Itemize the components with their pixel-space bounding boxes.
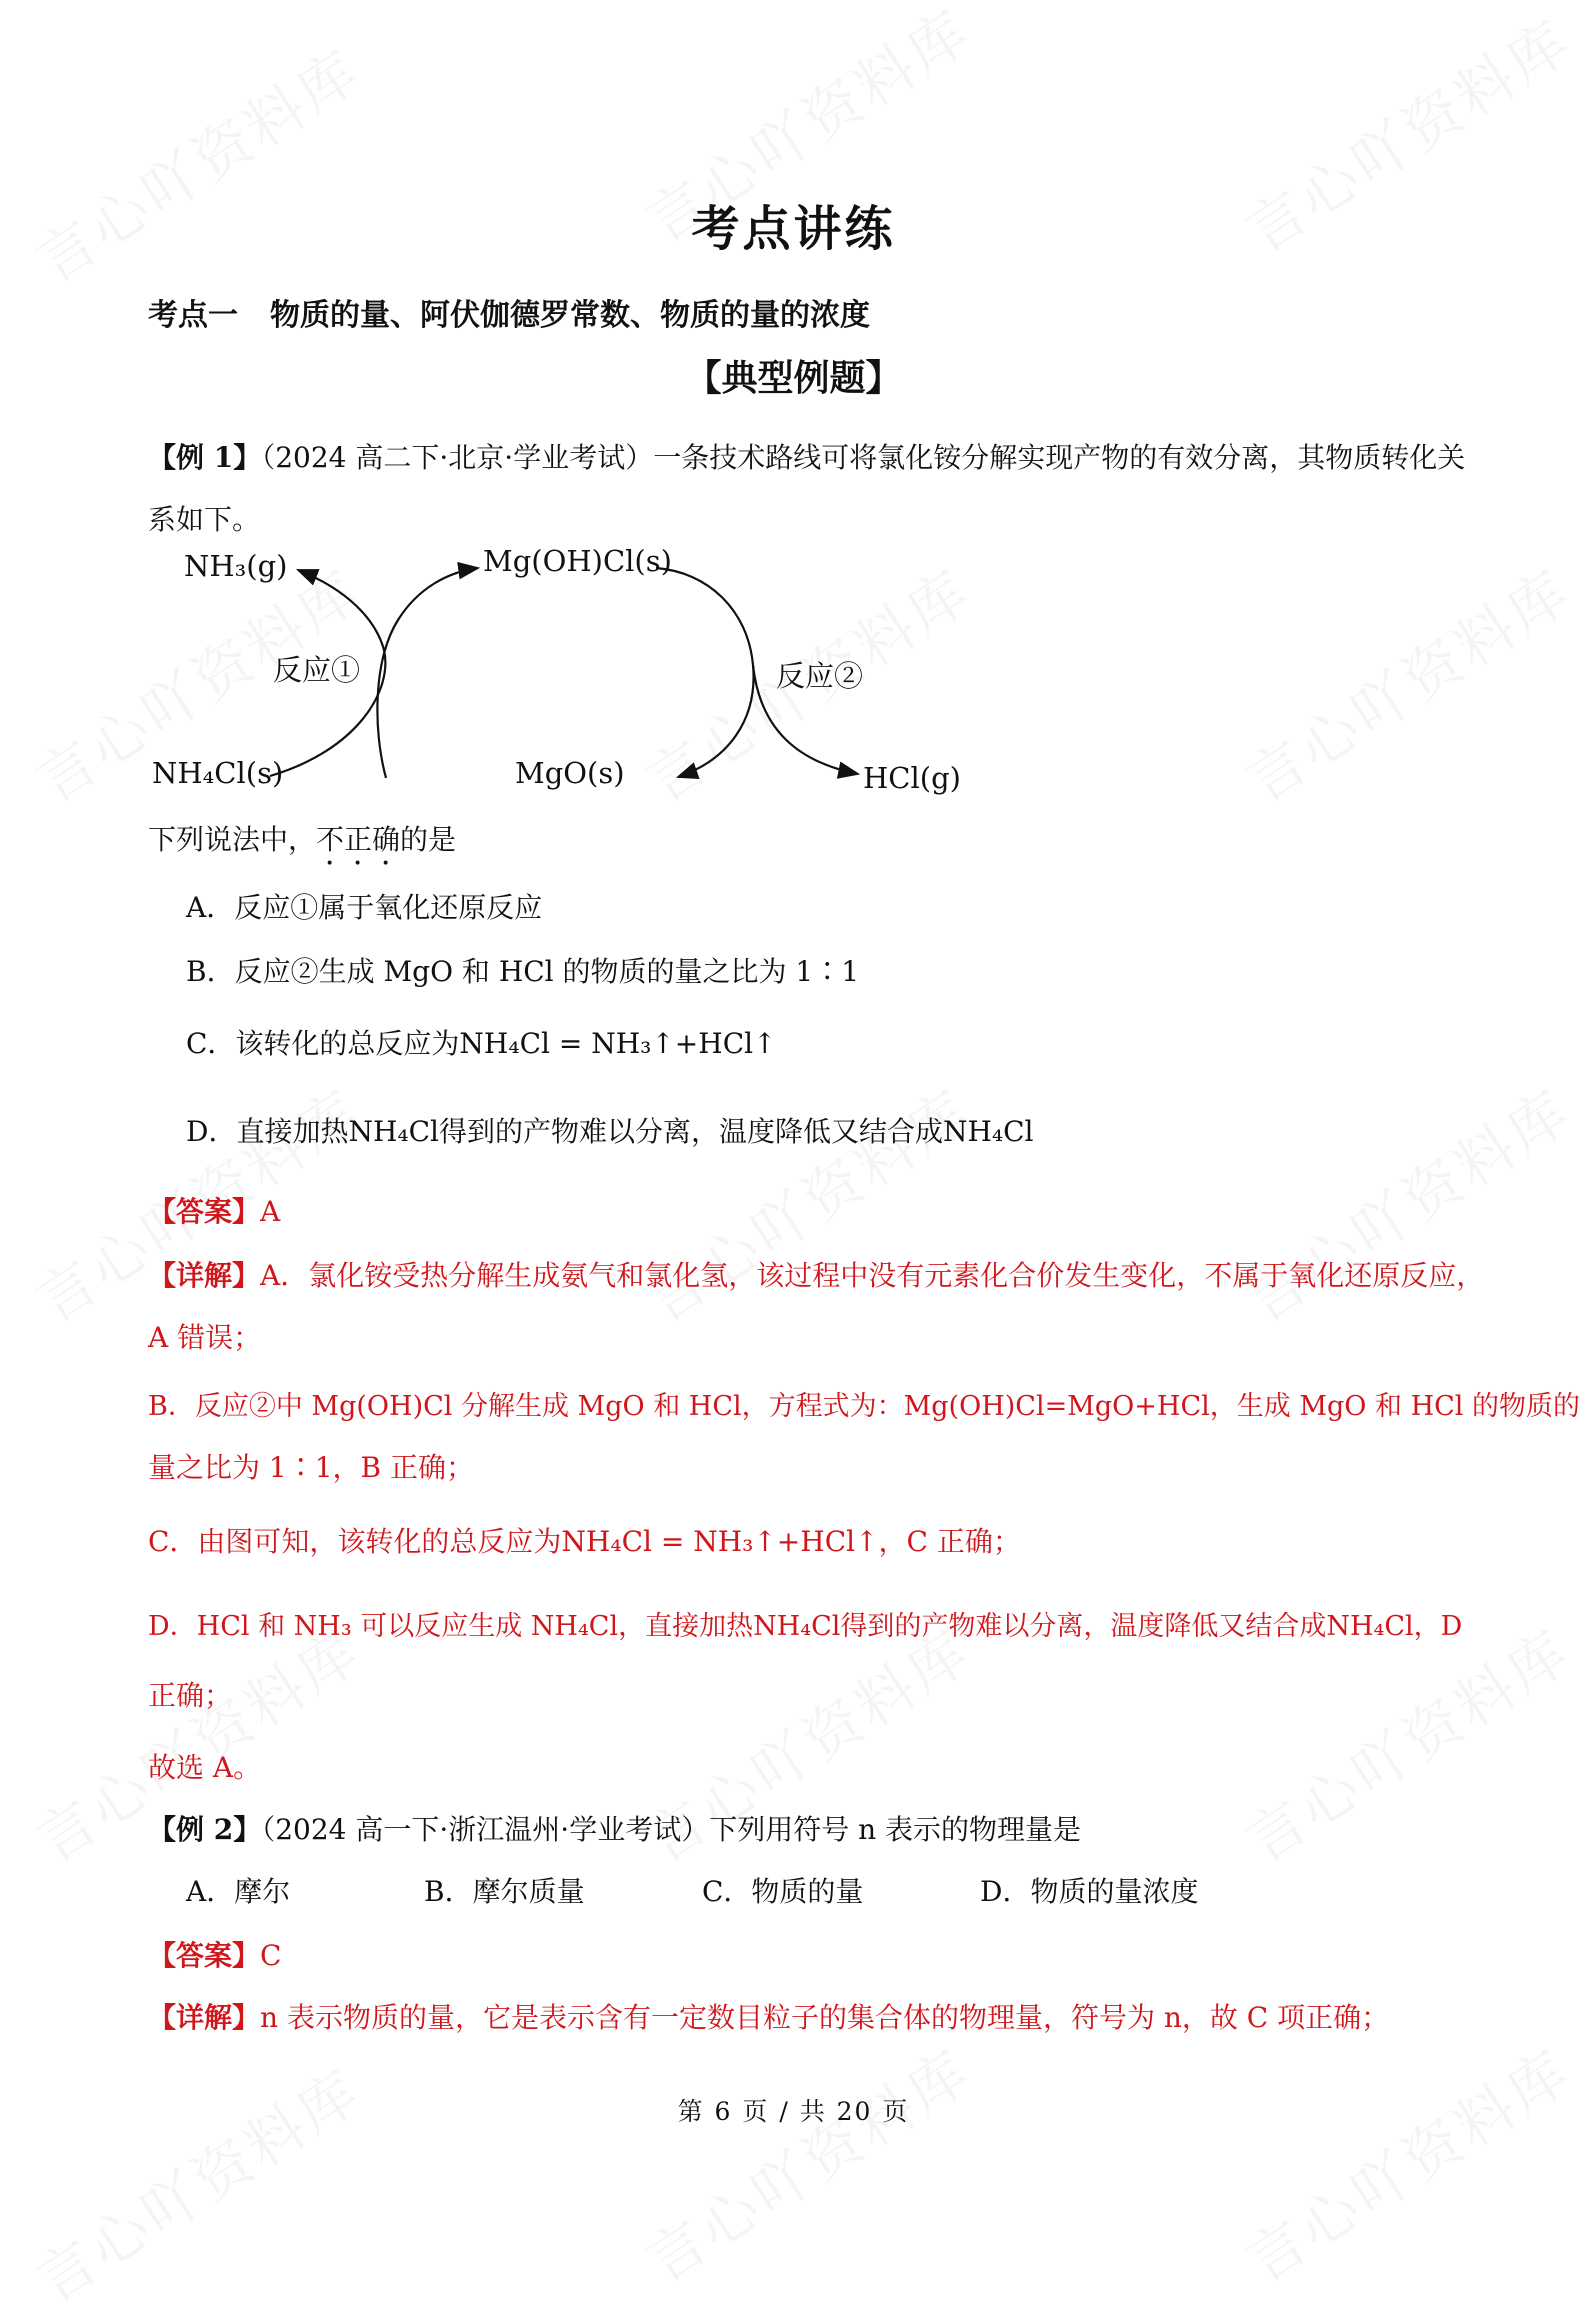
- example2-stem-text: 下列用符号 n 表示的物理量是: [709, 1813, 1082, 1846]
- detail-text: A．氯化铵受热分解生成氨气和氯化氢，该过程中没有元素化合价发生变化，不属于氧化还原反应，: [260, 1259, 1485, 1292]
- example1-stem: 一条技术路线可将氯化铵分解实现产物的有效分离，其物质转化关: [653, 441, 1466, 474]
- watermark: [1227, 545, 1585, 818]
- example1-detail-line3: B．反应②中 Mg(OH)Cl 分解生成 MgO 和 HCl，方程式为：Mg(OH)Cl=MgO+HCl，生成 MgO 和 HCl 的物质的: [148, 1391, 1580, 1422]
- page-title: 考点讲练: [691, 201, 896, 257]
- question-suffix: 的是: [400, 823, 457, 856]
- watermark: [1227, 1605, 1585, 1878]
- example1-stem-line1: [148, 436, 1465, 476]
- example1-detail-line6: D．HCl 和 NH₃ 可以反应生成 NH₄Cl，直接加热NH₄Cl得到的产物难以分离，温度降低又结合成NH₄Cl，D: [148, 1611, 1463, 1642]
- watermark: [627, 1065, 985, 1338]
- watermark: [1227, 1065, 1585, 1338]
- detail-label: 【详解】: [148, 1259, 261, 1292]
- example2-answer: [148, 1934, 281, 1974]
- example1-detail-line7: 正确；: [148, 1679, 233, 1712]
- example2-source: （2024 高一下·浙江温州·学业考试）: [261, 1813, 710, 1846]
- reaction-diagram: [148, 540, 978, 810]
- section-heading: [148, 290, 870, 334]
- watermark: [627, 2025, 985, 2298]
- option-b: B．反应②生成 MgO 和 HCl 的物质的量之比为 1∶1: [186, 955, 860, 988]
- example2-option-b: B．摩尔质量: [424, 1875, 585, 1908]
- label-hcl: HCl(g): [863, 761, 961, 795]
- example2-option-a: A．摩尔: [186, 1875, 291, 1908]
- section-label: 考点一: [148, 298, 238, 333]
- example1-detail-line8: 故选 A。: [148, 1751, 262, 1784]
- option-a: A．反应①属于氧化还原反应: [186, 891, 543, 924]
- subtitle: 【典型例题】: [685, 357, 902, 399]
- example1-detail-line2: A 错误；: [148, 1321, 262, 1354]
- label-mgohcl: Mg(OH)Cl(s): [483, 544, 672, 578]
- example2-option-c: C．物质的量: [702, 1875, 864, 1908]
- page-footer: 第 6 页 / 共 20 页: [677, 2097, 910, 2126]
- example1-detail-line4: 量之比为 1∶1，B 正确；: [148, 1451, 475, 1484]
- label-nh4cl: NH₄Cl(s): [152, 756, 284, 790]
- example1-detail-line5: C．由图可知，该转化的总反应为NH₄Cl = NH₃↑+HCl↑，C 正确；: [148, 1525, 1021, 1558]
- reaction1-arrow-right: [377, 568, 478, 778]
- question-prefix: 下列说法中，: [148, 823, 317, 856]
- example1-question: [148, 818, 456, 872]
- label-nh3: NH₃(g): [184, 549, 288, 583]
- detail-text: n 表示物质的量，它是表示含有一定数目粒子的集合体的物理量，符号为 n，故 C 项正确；: [260, 2001, 1390, 2034]
- question-emphasis: 不正确: [316, 823, 401, 856]
- answer-value: C: [260, 1939, 282, 1972]
- detail-label: 【详解】: [148, 2001, 261, 2034]
- example2-detail: [148, 1996, 1389, 2036]
- example2-option-d: D．物质的量浓度: [980, 1875, 1199, 1908]
- answer-label: 【答案】: [148, 1939, 261, 1972]
- example1-answer: [148, 1190, 280, 1230]
- watermark: [1227, 2025, 1585, 2298]
- example1-detail-line1: [148, 1254, 1484, 1294]
- section-text: 物质的量、阿伏伽德罗常数、物质的量的浓度: [270, 298, 870, 333]
- label-mgo: MgO(s): [515, 756, 625, 790]
- example1-tag: 【例 1】: [148, 441, 262, 474]
- option-d: D．直接加热NH₄Cl得到的产物难以分离，温度降低又结合成NH₄Cl: [186, 1115, 1034, 1148]
- reaction2-arrow-left: [656, 568, 754, 777]
- example2-tag: 【例 2】: [148, 1813, 262, 1846]
- answer-label: 【答案】: [148, 1195, 261, 1228]
- watermark: [17, 2045, 375, 2318]
- example1-source: （2024 高二下·北京·学业考试）: [261, 441, 654, 474]
- answer-value: A: [260, 1195, 281, 1228]
- label-reaction2: 反应②: [776, 659, 864, 693]
- option-c: C．该转化的总反应为NH₄Cl = NH₃↑+HCl↑: [186, 1027, 777, 1060]
- label-reaction1: 反应①: [273, 653, 361, 687]
- example1-stem-line2: 系如下。: [148, 503, 261, 536]
- example2-stem: [148, 1808, 1081, 1848]
